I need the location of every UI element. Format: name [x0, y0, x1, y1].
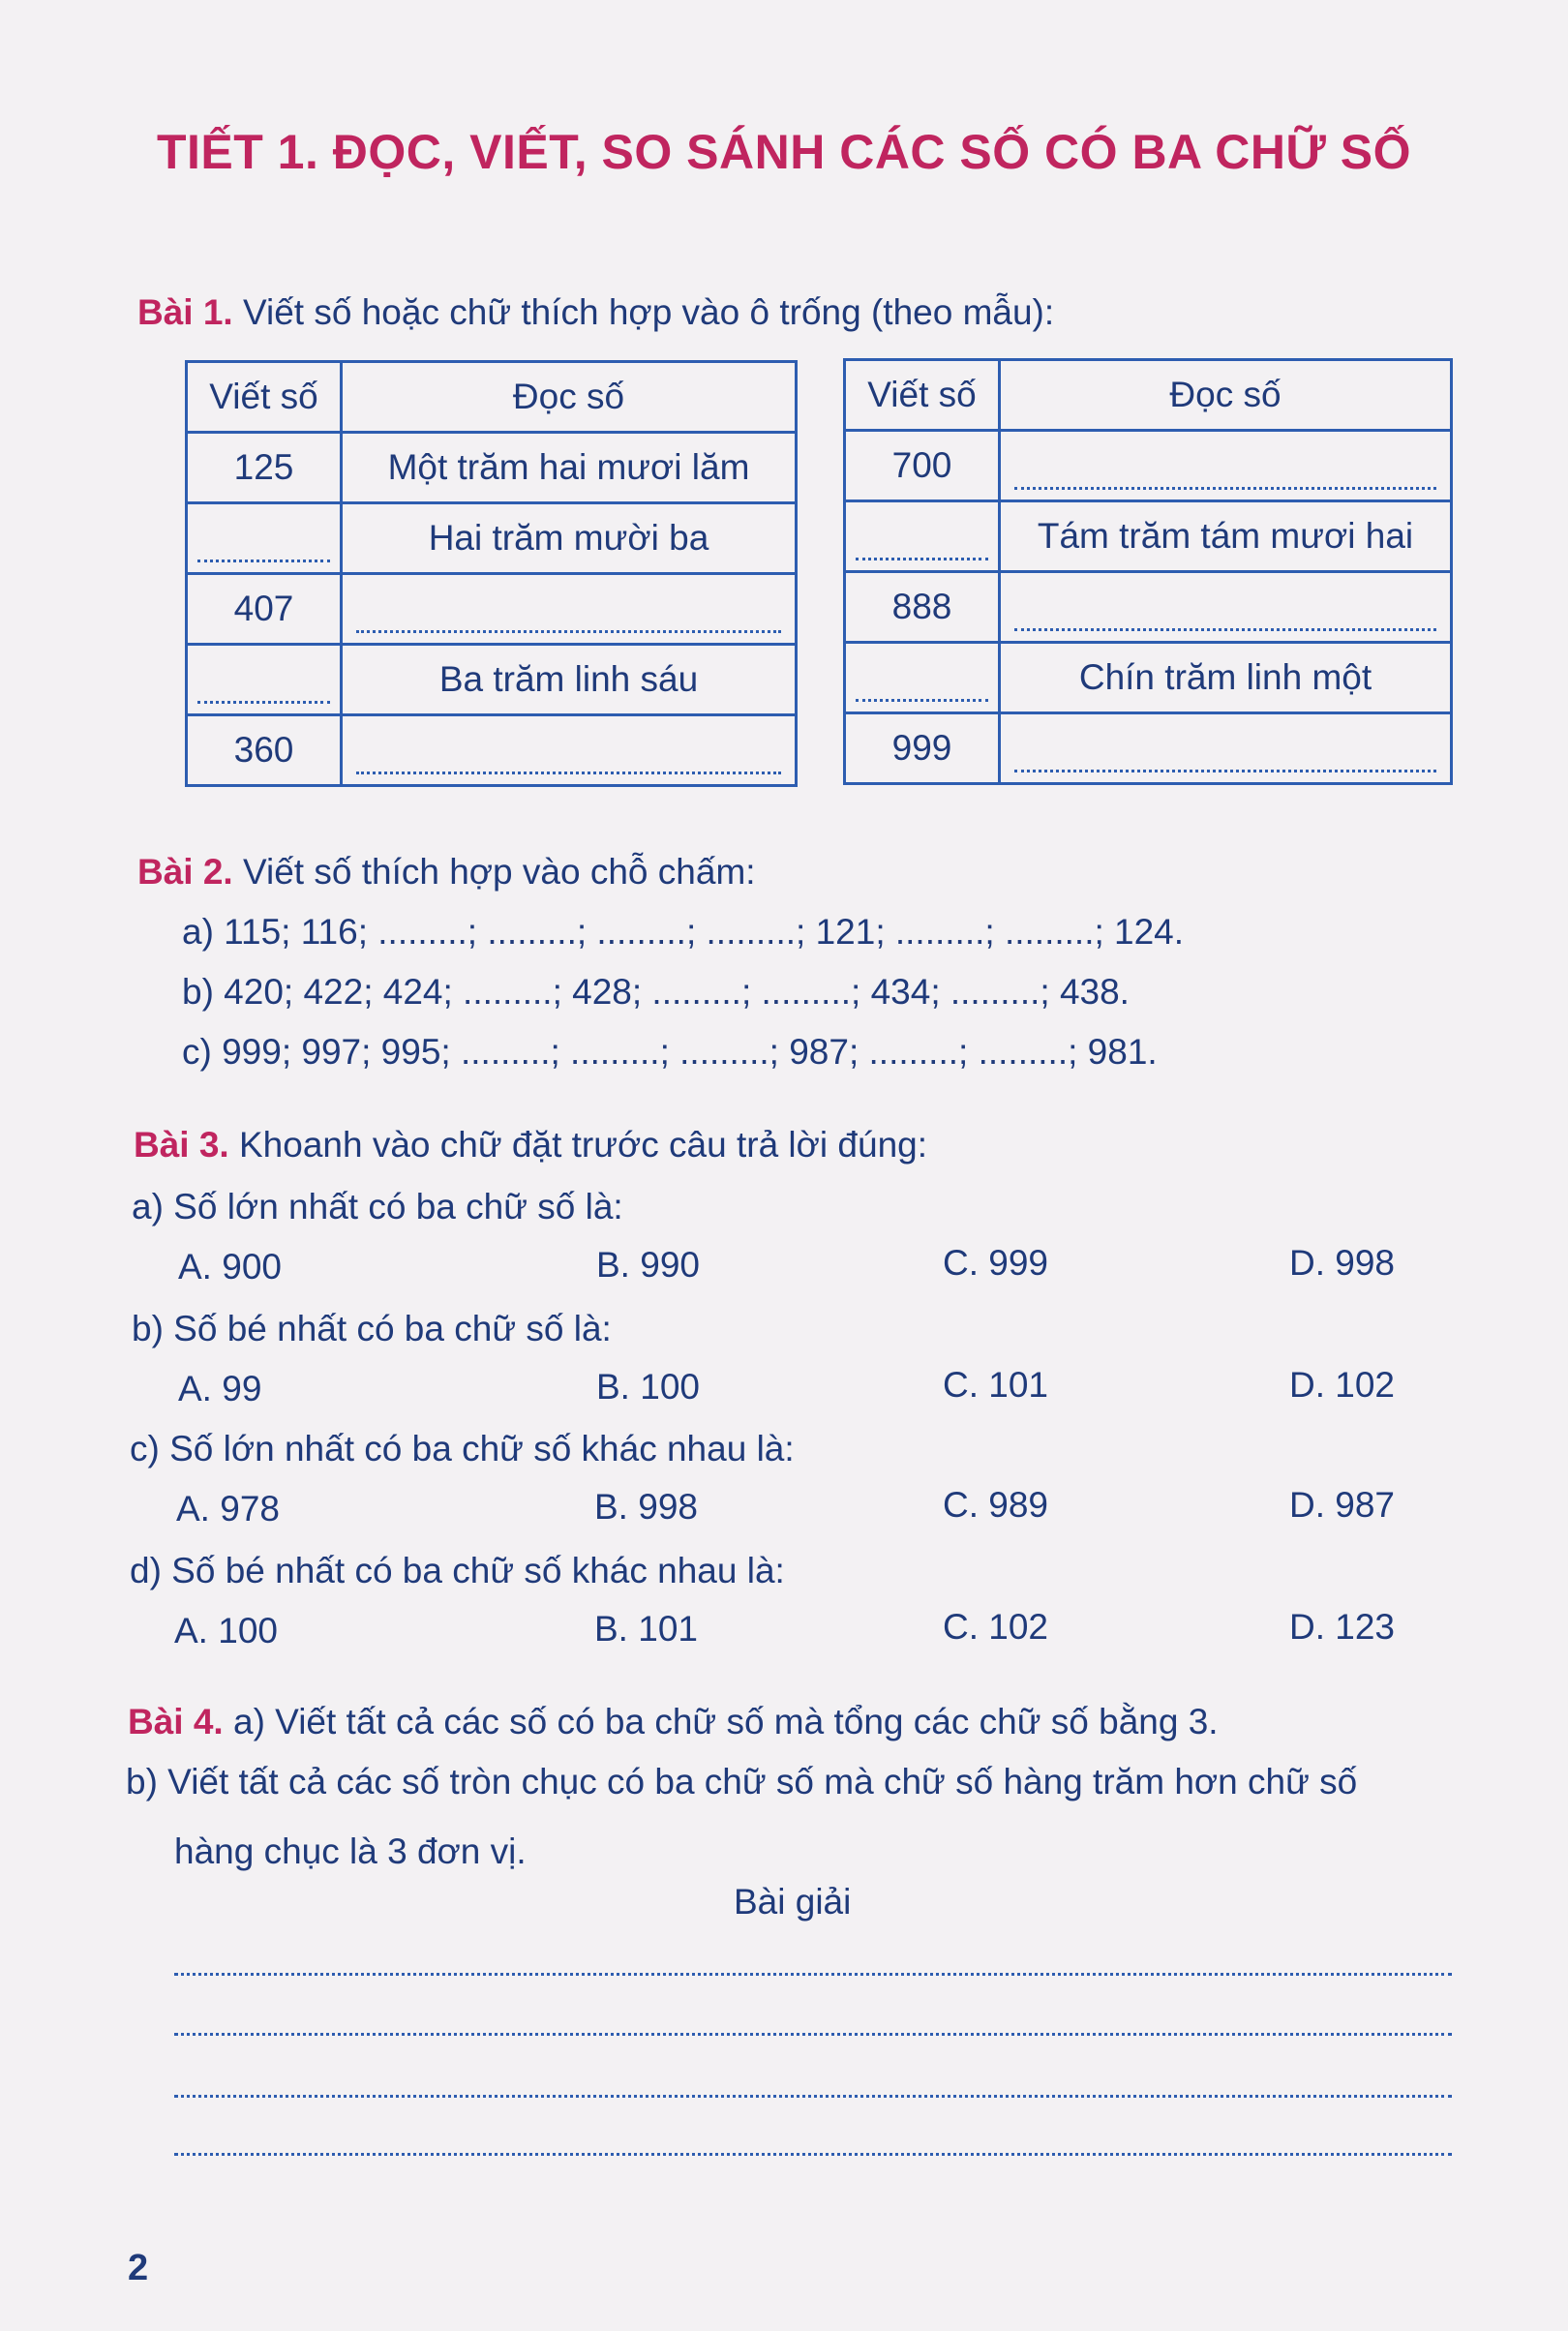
number-table-left — [185, 360, 798, 787]
exercise-1-prompt — [137, 292, 1054, 333]
option-d-D[interactable]: D. 123 — [1289, 1607, 1396, 1647]
solution-heading: Bài giải — [734, 1882, 852, 1922]
table-row — [187, 574, 797, 645]
answer-line[interactable] — [174, 2153, 1452, 2156]
number-blank[interactable] — [187, 503, 342, 574]
number-cell: 125 — [187, 433, 342, 503]
option-c-D[interactable]: D. 987 — [1289, 1485, 1396, 1525]
exercise-2-text: Viết số thích hợp vào chỗ chấm: — [243, 852, 756, 892]
number-cell: 360 — [187, 715, 342, 786]
lesson-title: TIẾT 1. ĐỌC, VIẾT, SO SÁNH CÁC SỐ CÓ BA CHỮ SỐ — [156, 125, 1412, 179]
number-cell: 888 — [845, 572, 1000, 643]
exercise-3-label: Bài 3. — [134, 1125, 229, 1165]
answer-line[interactable] — [174, 2033, 1452, 2036]
option-b-D[interactable]: D. 102 — [1289, 1365, 1396, 1405]
table-row — [845, 431, 1452, 501]
question-d: d) Số bé nhất có ba chữ số khác nhau là: — [130, 1551, 785, 1590]
question-c: c) Số lớn nhất có ba chữ số khác nhau là: — [130, 1429, 795, 1468]
exercise-4-part-b-line2: hàng chục là 3 đơn vị. — [174, 1832, 527, 1871]
table-row — [187, 645, 797, 715]
exercise-4-label: Bài 4. — [128, 1702, 224, 1741]
sequence-line-a: a) 115; 116; .........; .........; .........; .........; 121; .........; .........; 124. — [182, 912, 1185, 952]
option-c-B[interactable]: B. 998 — [594, 1487, 698, 1527]
answer-line[interactable] — [174, 1973, 1452, 1976]
option-d-A[interactable]: A. 100 — [174, 1611, 278, 1650]
table-row — [845, 572, 1452, 643]
option-a-A[interactable]: A. 900 — [178, 1247, 282, 1287]
question-a: a) Số lớn nhất có ba chữ số là: — [132, 1187, 623, 1226]
option-b-B[interactable]: B. 100 — [596, 1367, 700, 1407]
option-d-B[interactable]: B. 101 — [594, 1609, 698, 1649]
option-a-D[interactable]: D. 998 — [1289, 1243, 1396, 1283]
words-cell: Tám trăm tám mươi hai — [1000, 501, 1452, 572]
number-cell: 999 — [845, 713, 1000, 784]
number-blank[interactable] — [845, 643, 1000, 713]
option-a-C[interactable]: C. 999 — [943, 1243, 1049, 1283]
sequence-line-c: c) 999; 997; 995; .........; .........; .........; 987; .........; .........; 981. — [182, 1032, 1158, 1072]
exercise-1-text: Viết số hoặc chữ thích hợp vào ô trống (theo mẫu): — [243, 292, 1055, 332]
table-row — [845, 501, 1452, 572]
answer-line[interactable] — [174, 2095, 1452, 2098]
exercise-1-label: Bài 1. — [137, 292, 233, 332]
option-c-A[interactable]: A. 978 — [176, 1489, 280, 1529]
exercise-2-prompt — [137, 852, 756, 893]
number-blank[interactable] — [845, 501, 1000, 572]
words-blank[interactable] — [1000, 572, 1452, 643]
table-row — [845, 643, 1452, 713]
option-b-A[interactable]: A. 99 — [178, 1369, 262, 1408]
column-header-number: Viết số — [187, 362, 342, 433]
page-number: 2 — [128, 2248, 149, 2288]
words-blank[interactable] — [342, 715, 797, 786]
table-row — [845, 713, 1452, 784]
exercise-4-part-a — [128, 1702, 1219, 1742]
option-c-C[interactable]: C. 989 — [943, 1485, 1049, 1525]
words-cell: Hai trăm mười ba — [342, 503, 797, 574]
exercise-3-text: Khoanh vào chữ đặt trước câu trả lời đúng: — [239, 1125, 928, 1165]
option-a-B[interactable]: B. 990 — [596, 1245, 700, 1285]
table-header-row — [845, 360, 1452, 431]
table-row — [187, 433, 797, 503]
exercise-2-label: Bài 2. — [137, 852, 233, 892]
number-blank[interactable] — [187, 645, 342, 715]
words-blank[interactable] — [1000, 431, 1452, 501]
exercise-4-part-b-line1: b) Viết tất cả các số tròn chục có ba chữ số mà chữ số hàng trăm hơn chữ số — [126, 1762, 1358, 1801]
column-header-words: Đọc số — [1000, 360, 1452, 431]
words-cell: Chín trăm linh một — [1000, 643, 1452, 713]
column-header-number: Viết số — [845, 360, 1000, 431]
words-blank[interactable] — [342, 574, 797, 645]
table-header-row — [187, 362, 797, 433]
exercise-3-prompt — [134, 1125, 927, 1166]
table-row — [187, 715, 797, 786]
option-b-C[interactable]: C. 101 — [943, 1365, 1049, 1405]
option-d-C[interactable]: C. 102 — [943, 1607, 1049, 1647]
words-cell: Ba trăm linh sáu — [342, 645, 797, 715]
number-cell: 700 — [845, 431, 1000, 501]
exercise-4-text-a: a) Viết tất cả các số có ba chữ số mà tổng các chữ số bằng 3. — [233, 1702, 1219, 1741]
words-blank[interactable] — [1000, 713, 1452, 784]
number-table-right — [843, 358, 1453, 785]
number-cell: 407 — [187, 574, 342, 645]
words-cell: Một trăm hai mươi lăm — [342, 433, 797, 503]
sequence-line-b: b) 420; 422; 424; .........; 428; .........; .........; 434; .........; 438. — [182, 972, 1130, 1012]
table-row — [187, 503, 797, 574]
column-header-words: Đọc số — [342, 362, 797, 433]
question-b: b) Số bé nhất có ba chữ số là: — [132, 1309, 612, 1348]
